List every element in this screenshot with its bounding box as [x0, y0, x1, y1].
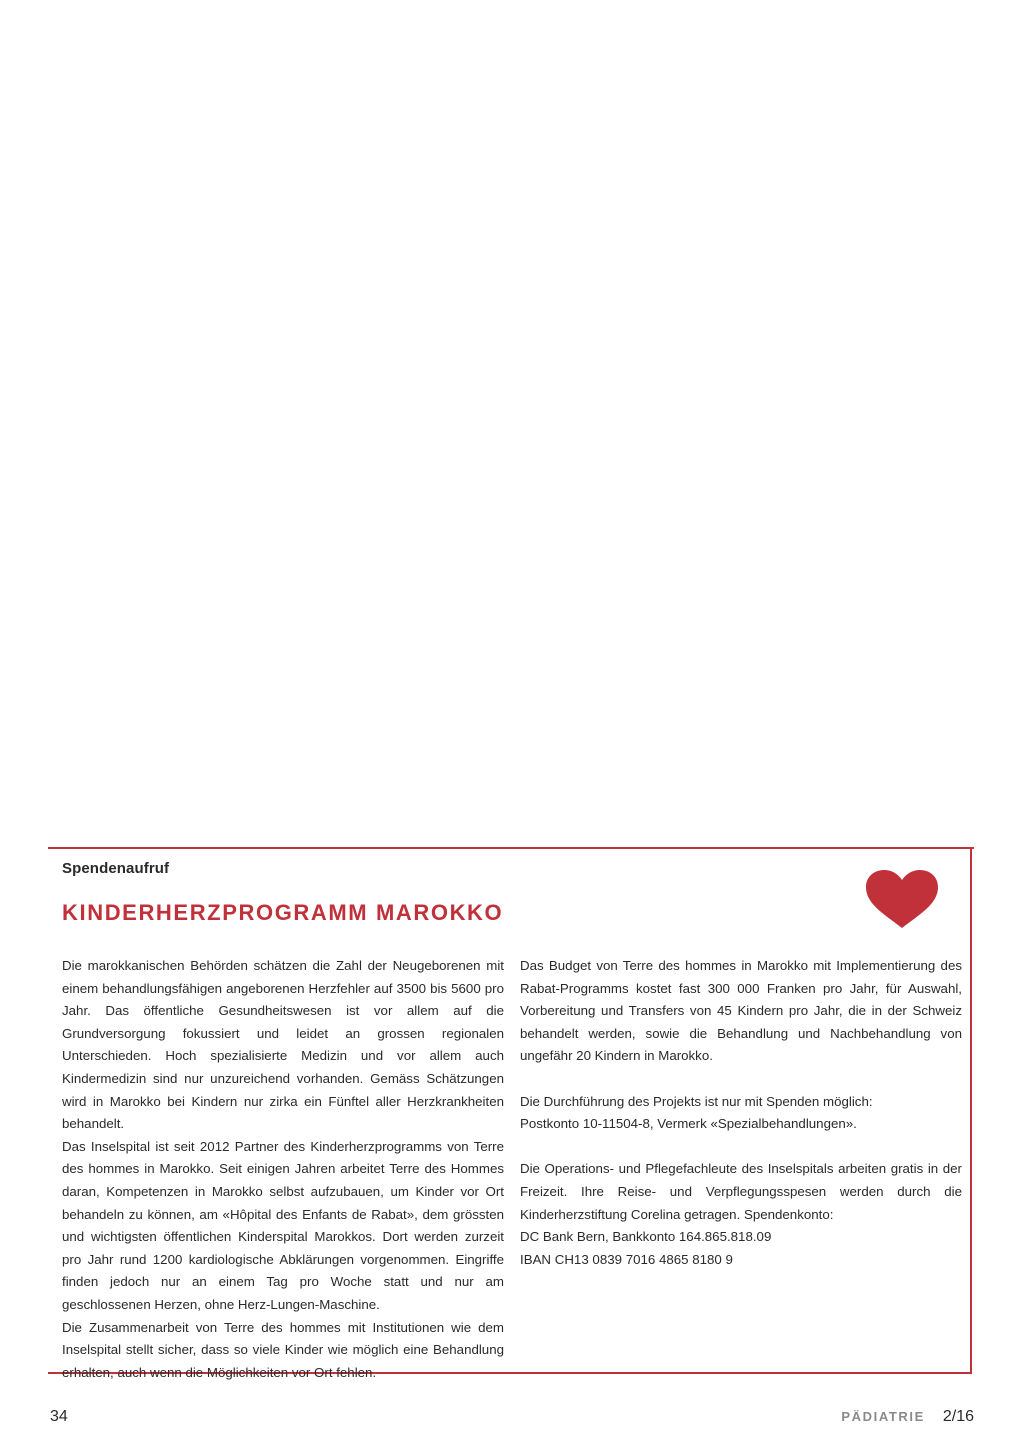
donations-line-1: Die Durchführung des Projekts ist nur mit Spenden möglich:	[520, 1093, 873, 1109]
paragraph-epidemiology: Die marokkanischen Behörden schätzen die Zahl der Neugeborenen mit einem behandlungsfähigen angeborenen Herzfehler auf 3500 bis 5600 pro Jahr. Das öffentliche Gesundheitswesen ist vor allem auf die Grundversorgung fokussiert und leidet an grossen regionalen Unterschieden. Hoch spezialisierte Medizin und vor allem auch Kindermedizin sind nur unzureichend vorhanden. Gemäss Schätzungen wird in Marokko bei Kindern nur zirka ein Fünftel aller Herzkrankheiten behandelt.	[62, 958, 504, 1132]
right-column	[520, 955, 962, 1271]
iban: IBAN CH13 0839 7016 4865 8180 9	[520, 1251, 733, 1267]
left-column	[62, 955, 504, 1384]
magazine-name: PÄDIATRIE	[841, 1409, 925, 1424]
footer-magazine-info	[841, 1408, 974, 1426]
kicker: Spendenaufruf	[62, 860, 170, 877]
issue-number: 2/16	[942, 1408, 974, 1425]
heart-icon	[864, 870, 940, 928]
page-number: 34	[50, 1408, 68, 1425]
headline: KINDERHERZPROGRAMM MAROKKO	[62, 900, 504, 925]
paragraph-partnership: Das Inselspital ist seit 2012 Partner des Kinderherzprogramms von Terre des hommes in Marokko. Seit einigen Jahren arbeitet Terre des Hommes daran, Kompetenzen in Marokko selbst aufzubauen, um Kinder vor Ort behandeln zu können, am «Hôpital des Enfants de Rabat», dem grössten und wichtigsten öffentlichen Kinderspital Marokkos. Dort werden zurzeit pro Jahr rund 1200 kardiologische Abklärungen vorgenommen. Eingriffe finden jedoch nur an einem Tag pro Woche statt und nur am geschlossenen Herzen, ohne Herz-Lungen-Maschine.	[62, 1138, 504, 1312]
bank-account: DC Bank Bern, Bankkonto 164.865.818.09	[520, 1229, 772, 1245]
paragraph-budget: Das Budget von Terre des hommes in Marokko mit Implementierung des Rabat-Programms kostet fast 300 000 Franken pro Jahr, für Auswahl, Vorbereitung und Transfers von 45 Kindern pro Jahr, die in der Schweiz behandelt werden, sowie die Behandlung und Nachbehandlung von ungefähr 20 Kindern in Marokko.	[520, 958, 962, 1064]
paragraph-staff: Die Operations- und Pflegefachleute des Inselspitals arbeiten gratis in der Freizeit. Ihre Reise- und Verpflegungsspesen werden durch die Kinderherzstiftung Corelina getragen. Spendenkonto:	[520, 1161, 962, 1222]
paragraph-cooperation: Die Zusammenarbeit von Terre des hommes mit Institutionen wie dem Inselspital stellt sicher, dass so viele Kinder wie möglich eine Behandlung erhalten, auch wenn die Möglichkeiten vor Ort fehlen.	[62, 1319, 504, 1380]
donations-line-2: Postkonto 10-11504-8, Vermerk «Spezialbehandlungen».	[520, 1116, 857, 1132]
